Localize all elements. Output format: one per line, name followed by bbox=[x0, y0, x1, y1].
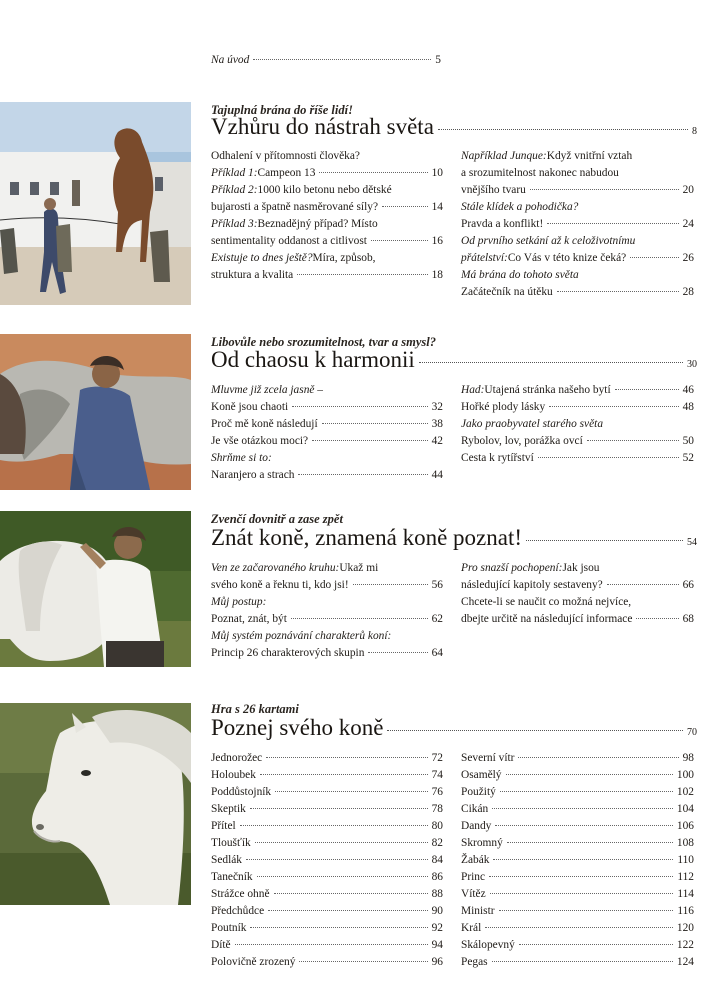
entry-subhead: Mluvme již zcela jasně – bbox=[211, 384, 323, 396]
entry-page: 120 bbox=[676, 922, 694, 934]
toc-entry bbox=[211, 165, 443, 182]
entry-text: Osamělý bbox=[461, 769, 502, 781]
section-4-right-list bbox=[461, 750, 694, 971]
toc-entry bbox=[211, 835, 443, 852]
entry-page: 10 bbox=[431, 167, 443, 179]
toc-entry bbox=[211, 594, 443, 611]
section-3-title bbox=[211, 525, 697, 556]
entry-page: 66 bbox=[682, 579, 694, 591]
entry-page: 82 bbox=[431, 837, 443, 849]
entry-page: 92 bbox=[431, 922, 443, 934]
section-2-title-text: Od chaosu k harmonii bbox=[211, 347, 415, 372]
toc-entry bbox=[461, 852, 694, 869]
entry-lead: Existuje to dnes ještě? bbox=[211, 252, 313, 264]
entry-page: 98 bbox=[682, 752, 694, 764]
section-2-right-list bbox=[461, 382, 694, 467]
toc-entry bbox=[461, 250, 694, 267]
toc-entry bbox=[211, 399, 443, 416]
toc-entry bbox=[211, 433, 443, 450]
toc-entry bbox=[461, 818, 694, 835]
entry-subhead: Můj systém poznávání charakterů koní: bbox=[211, 630, 392, 642]
toc-entry bbox=[211, 852, 443, 869]
toc-entry bbox=[211, 182, 443, 199]
entry-text: Polovičně zrozený bbox=[211, 956, 296, 968]
entry-text: 1000 kilo betonu nebo dětské bbox=[257, 184, 392, 196]
toc-entry bbox=[461, 611, 694, 628]
entry-text: Žabák bbox=[461, 854, 490, 866]
section-4-title-text: Poznej svého koně bbox=[211, 715, 384, 740]
entry-page: 50 bbox=[682, 435, 694, 447]
entry-page: 76 bbox=[431, 786, 443, 798]
entry-page: 48 bbox=[682, 401, 694, 413]
entry-page: 78 bbox=[431, 803, 443, 815]
toc-entry bbox=[211, 937, 443, 954]
entry-text: Utajená stránka našeho bytí bbox=[484, 384, 611, 396]
toc-entry bbox=[461, 886, 694, 903]
entry-text: Pegas bbox=[461, 956, 488, 968]
entry-text: Poddůstojník bbox=[211, 786, 272, 798]
entry-text: Rybolov, lov, porážka ovcí bbox=[461, 435, 583, 447]
section-2-kicker: Libovůle nebo srozumitelnost, tvar a smysl? bbox=[211, 335, 437, 349]
entry-text: bujarosti a špatně nasměrované síly? bbox=[211, 201, 379, 213]
entry-page: 68 bbox=[682, 613, 694, 625]
toc-entry bbox=[461, 784, 694, 801]
entry-text: Tanečník bbox=[211, 871, 253, 883]
entry-page: 16 bbox=[431, 235, 443, 247]
toc-entry bbox=[461, 199, 694, 216]
entry-text: Král bbox=[461, 922, 482, 934]
entry-text: Jak jsou bbox=[562, 562, 600, 574]
toc-entry bbox=[211, 903, 443, 920]
photo-white-horse-head bbox=[0, 703, 191, 905]
toc-entry bbox=[461, 399, 694, 416]
entry-text: Co Vás v této knize čeká? bbox=[507, 252, 627, 264]
section-2-page: 30 bbox=[687, 359, 697, 370]
toc-entry bbox=[211, 886, 443, 903]
toc-entry bbox=[461, 216, 694, 233]
toc-entry bbox=[211, 250, 443, 267]
entry-page: 124 bbox=[676, 956, 694, 968]
entry-text: Poutník bbox=[211, 922, 247, 934]
entry-text: Přítel bbox=[211, 820, 236, 832]
entry-page: 102 bbox=[676, 786, 694, 798]
toc-entry bbox=[211, 628, 443, 645]
entry-text: Začátečník na útěku bbox=[461, 286, 553, 298]
section-1-title bbox=[211, 114, 697, 145]
entry-text: Tloušťík bbox=[211, 837, 251, 849]
entry-lead: Pro snazší pochopení: bbox=[461, 562, 563, 574]
entry-page: 94 bbox=[431, 939, 443, 951]
entry-subhead: Má brána do tohoto světa bbox=[461, 269, 579, 281]
entry-lead: Had: bbox=[461, 384, 485, 396]
entry-page: 56 bbox=[431, 579, 443, 591]
toc-entry bbox=[211, 216, 443, 233]
entry-subhead: Jako praobyvatel starého světa bbox=[461, 418, 604, 430]
entry-page: 32 bbox=[431, 401, 443, 413]
toc-entry bbox=[461, 869, 694, 886]
entry-text: Míra, způsob, bbox=[312, 252, 376, 264]
toc-entry bbox=[461, 233, 694, 250]
toc-entry bbox=[211, 382, 443, 399]
entry-page: 104 bbox=[676, 803, 694, 815]
entry-text: Hořké plody lásky bbox=[461, 401, 546, 413]
entry-page: 100 bbox=[676, 769, 694, 781]
toc-entry bbox=[461, 920, 694, 937]
photo-rearing-horse bbox=[0, 102, 191, 305]
photo-man-with-grey-horse bbox=[0, 334, 191, 490]
section-3-kicker: Zvenčí dovnitř a zase zpět bbox=[211, 512, 343, 526]
entry-text: Použitý bbox=[461, 786, 496, 798]
entry-page: 108 bbox=[676, 837, 694, 849]
toc-entry bbox=[461, 903, 694, 920]
entry-text: Když vnitřní vztah bbox=[546, 150, 633, 162]
entry-subhead: Stále klídek a pohodička? bbox=[461, 201, 579, 213]
entry-page: 106 bbox=[676, 820, 694, 832]
entry-page: 18 bbox=[431, 269, 443, 281]
toc-entry bbox=[211, 577, 443, 594]
entry-lead: Příklad 2: bbox=[211, 184, 258, 196]
toc-entry bbox=[461, 560, 694, 577]
entry-text: Cesta k rytířství bbox=[461, 452, 534, 464]
intro-entry bbox=[211, 52, 441, 69]
section-3-page: 54 bbox=[687, 537, 697, 548]
entry-text: Skálopevný bbox=[461, 939, 515, 951]
section-4-page: 70 bbox=[687, 727, 697, 738]
entry-text: následující kapitoly sestaveny? bbox=[461, 579, 603, 591]
entry-text: Proč mě koně následují bbox=[211, 418, 318, 430]
toc-entry bbox=[461, 433, 694, 450]
entry-page: 114 bbox=[677, 888, 694, 900]
entry-lead: Například Junque: bbox=[461, 150, 547, 162]
entry-text: Holoubek bbox=[211, 769, 256, 781]
section-4-title bbox=[211, 715, 697, 746]
toc-entry bbox=[461, 165, 694, 182]
toc-entry bbox=[211, 611, 443, 628]
section-3-title-text: Znát koně, znamená koně poznat! bbox=[211, 525, 523, 550]
toc-entry bbox=[211, 560, 443, 577]
entry-text: Beznadějný případ? Místo bbox=[257, 218, 378, 230]
entry-text: Odhalení v přítomnosti člověka? bbox=[211, 150, 360, 162]
entry-lead: přátelství: bbox=[461, 252, 508, 264]
toc-entry bbox=[211, 869, 443, 886]
entry-text: Sedlák bbox=[211, 854, 243, 866]
toc-entry bbox=[211, 784, 443, 801]
entry-page: 74 bbox=[431, 769, 443, 781]
entry-page: 44 bbox=[431, 469, 443, 481]
toc-entry bbox=[211, 148, 443, 165]
toc-entry bbox=[461, 835, 694, 852]
entry-page: 90 bbox=[431, 905, 443, 917]
entry-page: 14 bbox=[431, 201, 443, 213]
entry-page: 28 bbox=[682, 286, 694, 298]
entry-text: Skeptik bbox=[211, 803, 246, 815]
entry-text: Předchůdce bbox=[211, 905, 265, 917]
entry-text: Naranjero a strach bbox=[211, 469, 295, 481]
toc-entry bbox=[211, 267, 443, 284]
entry-text: Campeon 13 bbox=[257, 167, 316, 179]
entry-page: 96 bbox=[431, 956, 443, 968]
entry-text: Koně jsou chaoti bbox=[211, 401, 289, 413]
toc-entry bbox=[461, 182, 694, 199]
entry-text: Ukaž mi bbox=[339, 562, 379, 574]
entry-page: 112 bbox=[677, 871, 694, 883]
toc-entry bbox=[461, 416, 694, 433]
entry-text: a srozumitelnost nakonec nabudou bbox=[461, 167, 619, 179]
entry-text: Princ bbox=[461, 871, 486, 883]
intro-page: 5 bbox=[435, 54, 441, 66]
entry-text: struktura a kvalita bbox=[211, 269, 294, 281]
toc-entry bbox=[211, 818, 443, 835]
toc-entry bbox=[461, 148, 694, 165]
section-1-right-list bbox=[461, 148, 694, 301]
entry-page: 72 bbox=[431, 752, 443, 764]
entry-text: Skromný bbox=[461, 837, 503, 849]
toc-entry bbox=[211, 416, 443, 433]
entry-page: 38 bbox=[431, 418, 443, 430]
entry-text: Vítěz bbox=[461, 888, 486, 900]
toc-entry bbox=[461, 382, 694, 399]
toc-entry bbox=[211, 801, 443, 818]
section-2-title bbox=[211, 347, 697, 378]
toc-entry bbox=[461, 801, 694, 818]
entry-page: 122 bbox=[676, 939, 694, 951]
toc-entry bbox=[461, 954, 694, 971]
entry-page: 86 bbox=[431, 871, 443, 883]
toc-entry bbox=[211, 199, 443, 216]
entry-text: svého koně a řeknu ti, kdo jsi! bbox=[211, 579, 349, 591]
toc-entry bbox=[211, 750, 443, 767]
entry-text: Cikán bbox=[461, 803, 489, 815]
entry-text: Jednorožec bbox=[211, 752, 263, 764]
toc-entry bbox=[211, 767, 443, 784]
entry-lead: Příklad 3: bbox=[211, 218, 258, 230]
toc-entry bbox=[461, 594, 694, 611]
toc-entry bbox=[211, 450, 443, 467]
entry-text: dbejte určitě na následující informace bbox=[461, 613, 633, 625]
toc-entry bbox=[211, 645, 443, 662]
section-3-left-list bbox=[211, 560, 443, 662]
section-1-title-text: Vzhůru do nástrah světa bbox=[211, 114, 434, 139]
section-4-kicker: Hra s 26 kartami bbox=[211, 702, 299, 716]
entry-text: Severní vítr bbox=[461, 752, 515, 764]
entry-subhead: Můj postup: bbox=[211, 596, 267, 608]
toc-entry bbox=[461, 450, 694, 467]
entry-page: 84 bbox=[431, 854, 443, 866]
entry-page: 62 bbox=[431, 613, 443, 625]
toc-entry bbox=[461, 937, 694, 954]
entry-page: 110 bbox=[677, 854, 694, 866]
intro-label: Na úvod bbox=[211, 54, 250, 66]
entry-page: 64 bbox=[431, 647, 443, 659]
entry-text: vnějšího tvaru bbox=[461, 184, 526, 196]
section-1-page: 8 bbox=[692, 126, 697, 137]
entry-subhead: Od prvního setkání až k celoživotnímu bbox=[461, 235, 636, 247]
entry-text: Princip 26 charakterových skupin bbox=[211, 647, 365, 659]
entry-page: 26 bbox=[682, 252, 694, 264]
entry-page: 80 bbox=[431, 820, 443, 832]
toc-entry bbox=[211, 920, 443, 937]
entry-text: Dandy bbox=[461, 820, 492, 832]
entry-text: Je vše otázkou moci? bbox=[211, 435, 309, 447]
entry-page: 42 bbox=[431, 435, 443, 447]
entry-text: Pravda a konflikt! bbox=[461, 218, 544, 230]
toc-entry bbox=[461, 284, 694, 301]
entry-text: Chcete-li se naučit co možná nejvíce, bbox=[461, 596, 632, 608]
entry-text: Strážce ohně bbox=[211, 888, 270, 900]
entry-text: Dítě bbox=[211, 939, 231, 951]
entry-page: 20 bbox=[682, 184, 694, 196]
toc-entry bbox=[461, 577, 694, 594]
entry-page: 46 bbox=[682, 384, 694, 396]
toc-entry bbox=[461, 750, 694, 767]
entry-text: sentimentality oddanost a citlivost bbox=[211, 235, 367, 247]
toc-entry bbox=[211, 467, 443, 484]
entry-page: 88 bbox=[431, 888, 443, 900]
entry-page: 116 bbox=[677, 905, 694, 917]
section-3-right-list bbox=[461, 560, 694, 628]
toc-entry bbox=[211, 233, 443, 250]
entry-page: 24 bbox=[682, 218, 694, 230]
toc-entry bbox=[211, 954, 443, 971]
section-1-left-list bbox=[211, 148, 443, 284]
photo-man-touching-white-horse bbox=[0, 511, 191, 667]
entry-text: Ministr bbox=[461, 905, 495, 917]
section-4-left-list bbox=[211, 750, 443, 971]
entry-text: Poznat, znát, být bbox=[211, 613, 287, 625]
entry-page: 52 bbox=[682, 452, 694, 464]
toc-entry bbox=[461, 767, 694, 784]
entry-subhead: Shrňme si to: bbox=[211, 452, 272, 464]
section-2-left-list bbox=[211, 382, 443, 484]
entry-lead: Ven ze začarovaného kruhu: bbox=[211, 562, 340, 574]
toc-entry bbox=[461, 267, 694, 284]
entry-lead: Příklad 1: bbox=[211, 167, 258, 179]
section-1-kicker: Tajuplná brána do říše lidí! bbox=[211, 103, 353, 117]
